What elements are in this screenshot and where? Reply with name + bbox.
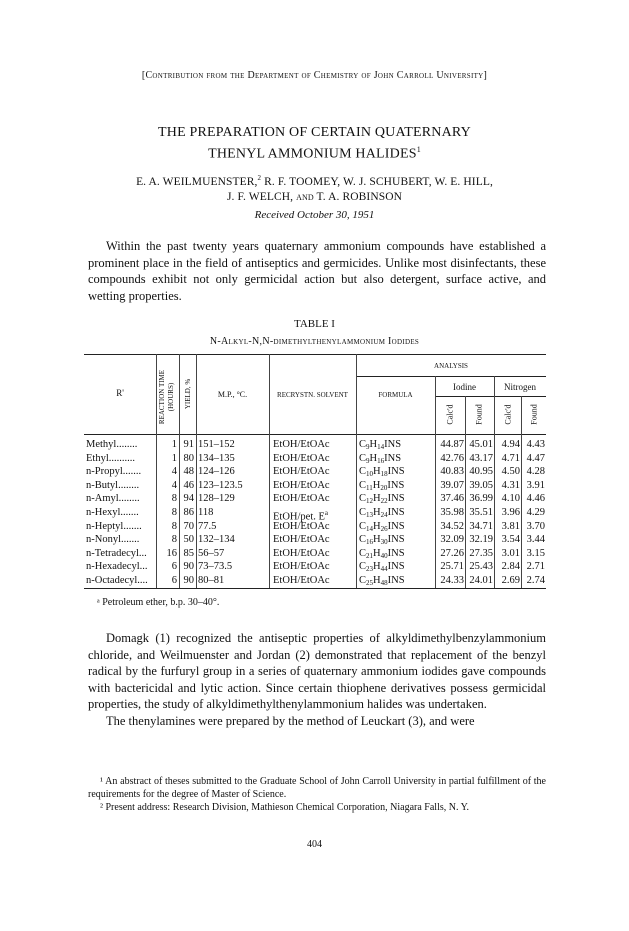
authors-line-2: J. F. WELCH, and T. A. ROBINSON <box>226 190 403 203</box>
cell-mp: 123–123.5 <box>198 479 243 491</box>
solvent-text: EtOH/EtOAc <box>273 439 330 450</box>
formula-part: INS <box>384 439 402 450</box>
cell-time: 8 <box>171 493 177 505</box>
header-iodine: Iodine <box>453 382 476 392</box>
solvent-text: EtOH/EtOAc <box>273 575 330 586</box>
cell-r: n-Tetradecyl... <box>86 547 147 559</box>
cell-time: 6 <box>171 561 177 573</box>
header-yield: YIELD, % <box>184 378 192 410</box>
formula-part: C <box>359 479 367 491</box>
cell-n-found: 4.46 <box>526 493 545 505</box>
formula-part: C <box>359 452 367 464</box>
cell-i-calc: 32.09 <box>440 534 464 546</box>
cell-mp: 134–135 <box>198 452 235 464</box>
cell-yield: 48 <box>183 466 194 478</box>
cell-formula <box>359 438 434 452</box>
cell-i-found: 34.71 <box>469 520 493 532</box>
cell-i-calc: 40.83 <box>440 466 464 478</box>
cell-formula <box>359 479 434 493</box>
cell-time: 8 <box>171 534 177 546</box>
formula-part: INS <box>387 466 405 478</box>
cell-mp: 151–152 <box>198 439 235 450</box>
cell-time: 8 <box>171 520 177 532</box>
cell-formula <box>359 465 434 479</box>
cell-time: 16 <box>166 547 177 559</box>
solvent-text: EtOH/EtOAc <box>273 493 330 505</box>
body-text <box>88 630 546 729</box>
cell-i-found: 39.05 <box>469 479 493 491</box>
formula-part: H <box>369 439 378 450</box>
table-footnote: ᵃ Petroleum ether, b.p. 30–40°. <box>97 597 220 608</box>
header-iodine-found: Found <box>474 404 484 425</box>
formula-part: INS <box>387 507 405 518</box>
formula-part: 9 <box>366 456 370 465</box>
cell-solvent <box>273 560 355 574</box>
solvent-text: EtOH/EtOAc <box>273 479 330 491</box>
cell-yield: 46 <box>183 479 194 491</box>
formula-part: 9 <box>366 443 370 451</box>
cell-mp: 132–134 <box>198 534 235 546</box>
cell-i-calc: 44.87 <box>440 439 464 450</box>
cell-formula <box>359 547 434 561</box>
cell-i-calc: 24.33 <box>440 575 464 586</box>
cell-mp: 80–81 <box>198 575 225 586</box>
cell-n-calc: 2.69 <box>501 575 520 586</box>
title-line-2 <box>0 141 629 163</box>
cell-i-found: 35.51 <box>469 507 493 518</box>
formula-part: H <box>373 561 381 573</box>
cell-n-calc: 4.10 <box>501 493 520 505</box>
table-bottom-rule <box>84 588 546 589</box>
cell-n-found: 2.71 <box>526 561 545 573</box>
cell-n-found: 4.47 <box>526 452 545 464</box>
formula-part: 24 <box>380 511 388 519</box>
cell-solvent <box>273 479 355 493</box>
formula-part: H <box>373 520 381 532</box>
formula-part: C <box>359 439 367 450</box>
title-line-2-text: THENYL AMMONIUM HALIDES <box>208 146 417 162</box>
formula-part: 22 <box>380 497 388 506</box>
cell-formula <box>359 452 434 466</box>
solvent-text: EtOH/EtOAc <box>273 534 330 546</box>
cell-i-calc: 42.76 <box>440 452 464 464</box>
cell-formula <box>359 492 434 506</box>
cell-i-calc: 34.52 <box>440 520 464 532</box>
cell-yield: 94 <box>183 493 194 505</box>
formula-part: INS <box>387 561 405 573</box>
formula-part: C <box>359 493 367 505</box>
cell-solvent <box>273 452 355 466</box>
cell-r: Ethyl.......... <box>86 452 135 464</box>
author-footnote-mark: 2 <box>257 174 262 182</box>
formula-part: 14 <box>377 443 385 451</box>
cell-r: n-Hexadecyl... <box>86 561 148 573</box>
formula-part: C <box>359 575 367 586</box>
formula-part: INS <box>384 452 402 464</box>
solvent-text: EtOH/EtOAc <box>273 561 330 573</box>
cell-yield: 85 <box>183 547 194 559</box>
cell-n-found: 4.29 <box>526 507 545 518</box>
formula-part: C <box>359 561 367 573</box>
cell-r: n-Heptyl....... <box>86 520 142 532</box>
cell-i-calc: 27.26 <box>440 547 464 559</box>
cell-r: n-Propyl....... <box>86 466 142 478</box>
header-analysis: ANALYSIS <box>434 362 468 370</box>
cell-n-found: 3.91 <box>526 479 545 491</box>
formula-part: 30 <box>380 538 388 547</box>
cell-i-found: 36.99 <box>469 493 493 505</box>
cell-yield: 86 <box>183 507 194 518</box>
analysis-rule <box>356 376 546 377</box>
cell-i-calc: 35.98 <box>440 507 464 518</box>
formula-part: H <box>373 507 381 518</box>
formula-part: 14 <box>366 524 374 533</box>
cell-n-calc: 3.54 <box>501 534 520 546</box>
cell-i-found: 43.17 <box>469 452 493 464</box>
formula-part: 18 <box>380 470 388 479</box>
formula-part: 16 <box>377 456 385 465</box>
formula-part: 23 <box>366 565 374 574</box>
header-nitrogen: Nitrogen <box>504 382 536 392</box>
cell-n-calc: 3.96 <box>501 507 520 518</box>
formula-part: H <box>373 493 381 505</box>
cell-formula <box>359 533 434 547</box>
data-table <box>84 354 546 590</box>
footnotes <box>88 775 546 814</box>
cell-time: 8 <box>171 507 177 518</box>
author-list <box>0 171 629 205</box>
cell-r: Methyl........ <box>86 439 138 450</box>
table-title: TABLE I <box>294 318 335 330</box>
cell-i-calc: 37.46 <box>440 493 464 505</box>
formula-part: C <box>359 466 367 478</box>
cell-n-found: 3.70 <box>526 520 545 532</box>
body-paragraph-2: The thenylamines were prepared by the method of Leuckart (3), and were <box>106 713 475 728</box>
formula-part: INS <box>387 547 405 559</box>
cell-mp: 77.5 <box>198 520 217 532</box>
cell-n-found: 4.28 <box>526 466 545 478</box>
intro-paragraph: Within the past twenty years quaternary ammonium compounds have established a prominent place in the field of antiseptics and germicides. Unlike most disinfectants, these compounds exhibit not only germicidal action but also detergent, surface active, and wetting properties. <box>88 239 546 303</box>
cell-i-calc: 25.71 <box>440 561 464 573</box>
cell-n-calc: 4.94 <box>501 439 520 450</box>
cell-solvent <box>273 533 355 547</box>
formula-part: H <box>373 466 381 478</box>
formula-part: C <box>359 547 367 559</box>
col-rule <box>356 354 357 588</box>
cell-n-calc: 4.50 <box>501 466 520 478</box>
cell-i-found: 40.95 <box>469 466 493 478</box>
cell-yield: 50 <box>183 534 194 546</box>
cell-solvent <box>273 547 355 561</box>
cell-yield: 91 <box>183 439 194 450</box>
col-rule <box>269 354 270 588</box>
table-top-rule <box>84 354 546 355</box>
cell-n-found: 4.43 <box>526 439 545 450</box>
contribution-line: [Contribution from the Department of Chemistry of John Carroll University] <box>141 70 488 81</box>
header-reaction-time: REACTION TIME (HOURS) <box>158 369 175 425</box>
cell-formula <box>359 506 434 520</box>
cell-n-calc: 2.84 <box>501 561 520 573</box>
cell-i-found: 24.01 <box>469 575 493 586</box>
page-number: 404 <box>307 839 322 850</box>
formula-part: H <box>369 452 378 464</box>
footnote-1: ¹ An abstract of theses submitted to the Graduate School of John Carroll University in partial fulfillment of the requirements for the degree of Master of Science. <box>88 776 546 800</box>
cell-n-calc: 3.01 <box>501 547 520 559</box>
cell-formula <box>359 560 434 574</box>
table-subtitle: N-Alkyl-N,N-dimethylthenylammonium Iodides <box>209 336 420 347</box>
cell-mp: 56–57 <box>198 547 225 559</box>
formula-part: 40 <box>380 551 388 560</box>
cell-r: n-Hexyl....... <box>86 507 139 518</box>
cell-n-calc: 3.81 <box>501 520 520 532</box>
cell-r: n-Amyl........ <box>86 493 140 505</box>
formula-part: 48 <box>380 579 388 587</box>
formula-part: 21 <box>366 551 374 560</box>
cell-n-found: 3.44 <box>526 534 545 546</box>
formula-part: 26 <box>380 524 388 533</box>
header-nitrogen-calcd: Calc'd <box>503 404 513 425</box>
cell-yield: 80 <box>183 452 194 464</box>
author-first: E. A. WEILMUENSTER, <box>136 175 258 188</box>
cell-n-calc: 4.31 <box>501 479 520 491</box>
cell-solvent <box>273 520 355 534</box>
formula-part: 10 <box>366 470 374 479</box>
received-date: Received October 30, 1951 <box>254 209 375 221</box>
cell-time: 4 <box>171 479 177 491</box>
solvent-text: EtOH/pet. E <box>273 511 325 523</box>
formula-part: 13 <box>366 511 374 519</box>
formula-part: INS <box>387 479 405 491</box>
formula-part: 16 <box>366 538 374 547</box>
cell-time: 1 <box>171 452 177 464</box>
cell-mp: 124–126 <box>198 466 235 478</box>
cell-mp: 118 <box>198 507 214 518</box>
cell-i-found: 25.43 <box>469 561 493 573</box>
formula-part: H <box>373 534 381 546</box>
cell-n-found: 2.74 <box>526 575 545 586</box>
cell-i-found: 45.01 <box>469 439 493 450</box>
cell-yield: 90 <box>183 575 194 586</box>
formula-part: 11 <box>366 483 373 492</box>
article-title <box>0 124 629 163</box>
footnote-2: ² Present address: Research Division, Mathieson Chemical Corporation, Niagara Falls, N. Y. <box>100 802 470 813</box>
cell-formula <box>359 574 434 588</box>
header-nitrogen-found: Found <box>529 404 539 425</box>
cell-formula <box>359 520 434 534</box>
cell-n-calc: 4.71 <box>501 452 520 464</box>
formula-part: 44 <box>380 565 388 574</box>
formula-part: INS <box>387 520 405 532</box>
formula-part: H <box>373 575 381 586</box>
formula-part: H <box>373 547 381 559</box>
header-r: R' <box>116 388 124 398</box>
formula-part: C <box>359 520 367 532</box>
body-paragraph-1: Domagk (1) recognized the antiseptic properties of alkyldimethylbenzylammonium chloride, and Weilmuenster and Jordan (2) demonstrated that replacement of the benzyl radical by the furfuryl group in a series of quaternary ammonium iodides gave compounds with bactericidal and lytic action. Since certain thiophene derivatives possess germicidal properties, the study of alkyldimethylthenylammonium halides was undertaken. <box>88 631 546 711</box>
header-formula: FORMULA <box>378 391 413 399</box>
authors-line-1 <box>0 171 629 190</box>
cell-solvent <box>273 492 355 506</box>
formula-part: C <box>359 507 367 518</box>
cell-time: 6 <box>171 575 177 586</box>
solvent-text: EtOH/EtOAc <box>273 520 330 532</box>
formula-part: INS <box>387 575 405 586</box>
formula-part: 20 <box>380 483 388 492</box>
authors-rest: R. F. TOOMEY, W. J. SCHUBERT, W. E. HILL, <box>261 175 493 188</box>
cell-solvent <box>273 438 355 452</box>
cell-mp: 73–73.5 <box>198 561 233 573</box>
cell-i-calc: 39.07 <box>440 479 464 491</box>
solvent-text: EtOH/EtOAc <box>273 452 330 464</box>
header-mp: M.P., °C. <box>217 390 248 399</box>
cell-yield: 70 <box>183 520 194 532</box>
formula-part: H <box>372 479 381 491</box>
cell-n-found: 3.15 <box>526 547 545 559</box>
cell-i-found: 27.35 <box>469 547 493 559</box>
cell-mp: 128–129 <box>198 493 235 505</box>
formula-part: INS <box>387 534 405 546</box>
cell-time: 4 <box>171 466 177 478</box>
cell-yield: 90 <box>183 561 194 573</box>
formula-part: INS <box>387 493 405 505</box>
title-footnote-mark: 1 <box>416 145 421 154</box>
cell-r: n-Nonyl....... <box>86 534 140 546</box>
formula-part: C <box>359 534 367 546</box>
cell-time: 1 <box>171 439 177 450</box>
cell-r: n-Butyl........ <box>86 479 140 491</box>
title-line-1: THE PREPARATION OF CERTAIN QUATERNARY <box>158 125 471 140</box>
cell-r: n-Octadecyl.... <box>86 575 148 586</box>
solvent-text: EtOH/EtOAc <box>273 547 330 559</box>
formula-part: 12 <box>366 497 374 506</box>
cell-i-found: 32.19 <box>469 534 493 546</box>
header-iodine-calcd: Calc'd <box>445 404 455 425</box>
cell-solvent <box>273 574 355 588</box>
header-solvent: RECRYSTN. SOLVENT <box>277 391 348 399</box>
cell-solvent <box>273 465 355 479</box>
solvent-footnote-mark: a <box>324 509 329 517</box>
solvent-text: EtOH/EtOAc <box>273 466 330 478</box>
formula-part: 25 <box>366 579 374 587</box>
